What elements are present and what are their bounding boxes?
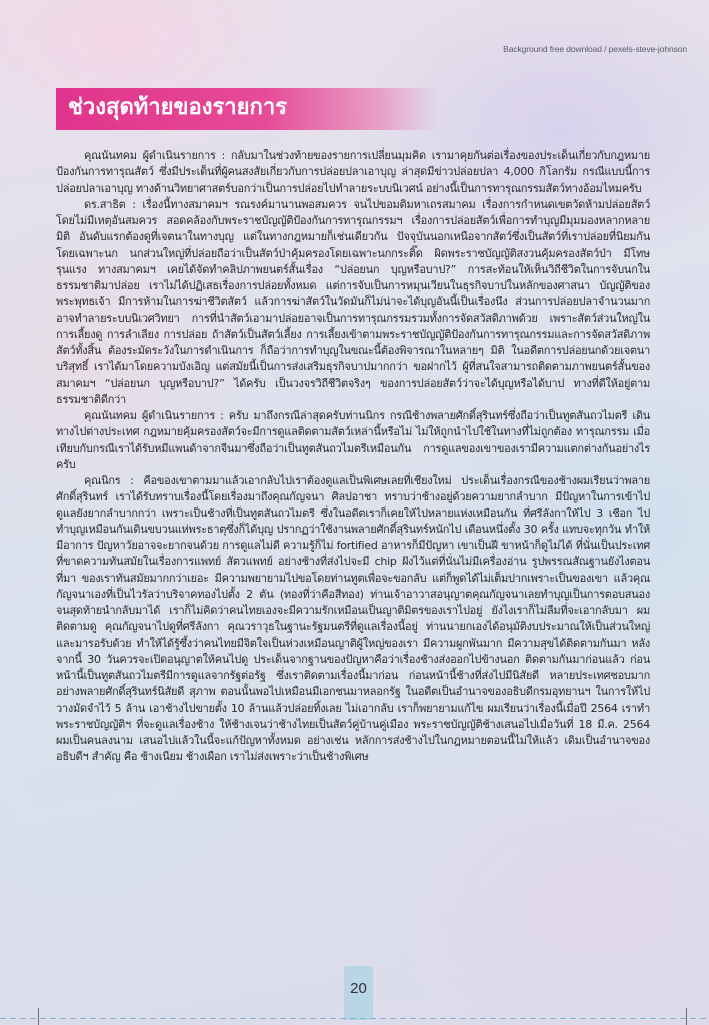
article-body	[56, 148, 650, 766]
page-number-tab	[344, 966, 373, 1020]
section-title: ช่วงสุดท้ายของรายการ	[68, 95, 288, 120]
crop-mark-left	[38, 1008, 39, 1025]
paragraph: ดร.สาธิต : เรื่องนี้ทางสมาคมฯ รณรงค์มานานพอสมควร จนไปขอมติมหาเถรสมาคม เรื่องการกำหนดเขตวัดห้ามปล่อยสัตว์โดยไม่มีเหตุอันสมควร สอดคล้องกับพระราชบัญญัติป้องกันการทารุณกรรมฯ เรื่องการปล่อยสัตว์เพื่อการทำบุญมีมุมมองหลากหลายมิติ อันดับแรกต้องดูที่เจตนาในทางบุญ แต่ในทางกฎหมายก็เช่นเดียวกัน ปัจจุบันนอกเหนือจากสัตว์ซึ่งเป็นสัตว์ที่เราปล่อยที่นิยมกันโดยเฉพาะนก นกส่วนใหญ่ที่ปล่อยถือว่าเป็นสัตว์ป่าคุ้มครองโดยเฉพาะนกกระติ๊ด ผิดพระราชบัญญัติสงวนคุ้มครองสัตว์ป่า มีโทษรุนแรง ทางสมาคมฯ เคยได้จัดทำคลิปภาพยนตร์สั้นเรื่อง “ปล่อยนก บุญหรือบาป?” การสะท้อนให้เห็นวิถีชีวิตในการจับนกในธรรมชาติมาปล่อย เราไม่ได้ปฏิเสธเรื่องการปล่อยทั้งหมด แต่การจับเป็นการหมุนเวียนในธุรกิจบาปในหลักของศาสนา บัญญัติของพระพุทธเจ้า มีการห้ามในการฆ่าชีวิตสัตว์ แล้วการฆ่าสัตว์ในวัดมันก็ไม่น่าจะได้บุญอันนี้เป็นเรื่องนึง ส่วนการปล่อยปลาจำนวนมากอาจทำลายระบบนิเวศวิทยา การที่นำสัตว์เอามาปล่อยอาจเป็นการทารุณกรรมรวมทั้งการจัดสวัสดิภาพด้วย เพราะสัตว์ส่วนใหญ่ในการเลี้ยงดู การลำเลียง การปล่อย ถ้าสัตว์เป็นสัตว์เลี้ยง การเลี้ยงเข้าตามพระราชบัญญัติป้องกันการทารุณกรรมและการจัดสวัสดิภาพสัตว์ทั้งสิ้น ต้องระมัดระวังในการดำเนินการ ก็ถือว่าการทำบุญในขณะนี้ต้องพิจารณาในหลายๆ มิติ ในอดีตการปล่อยนกด้วยเจตนาบริสุทธิ์ เราได้มาโดยความบังเอิญ แต่สมัยนี้เป็นการส่งเสริมธุรกิจบาปมากกว่า ขอฝากไว้ ผู้ที่สนใจสามารถติดตามภาพยนตร์สั้นของสมาคมฯ “ปล่อยนก บุญหรือบาป?” ได้ครับ เป็นวงจรวิถีชีวิตจริงๆ ของการปล่อยสัตว์ว่าจะได้บุญหรือได้บาป ทางที่ดีให้อยู่ตามธรรมชาติดีกว่า	[56, 197, 650, 406]
paragraph: คุณนิกร : คือของเขาตามมาแล้วเอากลับไปเราต้องดูแลเป็นพิเศษเลยที่เชียงใหม่ ประเด็นเรื่องกรณีของช้างผมเรียนว่าพลายศักดิ์สุรินทร์ เราได้รับทราบเรื่องนี้โดยเรื่องมาถึงคุณกัญจนา ศิลปอาชา ทราบว่าช้างอยู่ด้วยความยากลำบาก มีปัญหาในการเข้าไปดูแลยังยากลำบากกว่า เพราะเป็นช้างที่เป็นทูตสันถวไมตรี ซึ่งในอดีตเราก็เคยให้ไปหลายแห่งเหมือนกัน ที่ศรีลังกาให้ไป 3 เชือก ไปทำบุญเหมือนกันเดินขบวนแห่พระธาตุซึ่งก็ได้บุญ ปรากฏว่าใช้งานพลายศักดิ์สุรินทร์หนักไป เดือนหนึ่งตั้ง 30 ครั้ง แทบจะทุกวัน ทำให้มีอาการ ปัญหาวัยอาจจะยากจนด้วย การดูแลไม่ดี ความรู้ก็ไม่ fortified อาหารก็มีปัญหา เขาเป็นฝี ขาหน้าก็ดูไม่ได้ ที่นั่นเป็นประเทศที่ขาดความทันสมัยในเรื่องการแพทย์ สัตวแพทย์ อย่างช้างที่ส่งไปจะมี chip ฝังไว้แต่ที่นั่นไม่มีเครื่องอ่าน รูปพรรณสัณฐานยังไงตอนที่มา ของเราทันสมัยมากกว่าเยอะ มีความพยายามไปขอโดยท่านทูตเพื่อจะขอกลับ แต่ก็พูดได้ไม่เต็มปากเพราะเป็นของเขา แล้วคุณกัญจนาเองที่เป็นไวรัลว่าบริจาคทองไปตั้ง 2 ตัน (ทองที่ว่าคือสีทอง) ท่านเจ้าอาวาสอนุญาตคุณกัญจนาเลยทำบุญเป็นการตอบสนอง จนสุดท้ายนำกลับมาได้ เราก็ไม่คิดว่าคนไทยเองจะมีความรักเหมือนเป็นญาติมิตรของเราไปอยู่ ยังไงเราก็ไม่ลืมที่จะเอากลับมา ผมติดตามดู คุณกัญจนาไปดูที่ศรีลังกา คุณวราวุธในฐานะรัฐมนตรีที่ดูแลเรื่องนี้อยู่ ท่านนายกเองได้อนุมัติงบประมาณให้เป็นส่วนใหญ่และมารอรับด้วย ทำให้ได้รู้ซึ้งว่าคนไทยมีจิตใจเป็นห่วงเหมือนญาติผู้ใหญ่ของเรา มีความผูกพันมาก มีความสุขได้ติดตามกันมา หลังจากนี้ 30 วันควรจะเปิดอนุญาตให้คนไปดู ประเด็นจากฐานของปัญหาคือว่าเรื่องช้างส่งออกไปข้างนอก ติดตามกันมาก่อนแล้ว ก่อนหน้านี้เป็นทูตสันถวไมตรีมีการดูแลจากรัฐต่อรัฐ ซึ่งเราติดตามเรื่องนี้มาก่อน ก่อนหน้านี้ช้างที่ส่งไปมีนิสัยดี หลายประเทศชอบมากอย่างพลายศักดิ์สุรินทร์นิสัยดี สุภาพ ตอนนั้นพอไปเหมือนมีเอกชนมาหลอกรัฐ ในอดีตเป็นอำนาจของอธิบดีกรมอุทยานฯ ในการให้ไป วางมัดจำไว้ 5 ล้าน เอาช้างไปขายตั้ง 10 ล้านแล้วปล่อยทิ้งเลย ไม่เอากลับ เราก็พยายามแก้ไข ผมเรียนว่าเรื่องนี้เมื่อปี 2564 เราทำพระราชบัญญัติฯ ที่จะดูแลเรื่องช้าง ให้ช้างเจนว่าช้างไทยเป็นสัตว์คู่บ้านคู่เมือง พระราชบัญญัติช้างเสนอไปเมื่อวันที่ 18 มี.ค. 2564 ผมเป็นคนลงนาม เสนอไปแล้วในนี้จะแก้ปัญหาทั้งหมด อย่างเช่น หลักการส่งช้างไปในกฎหมายตอนนี้ไม่ให้แล้ว เดิมเป็นอำนาจของอธิบดีฯ สำคัญ คือ ช้างเนียม ช้างเผือก เราไม่ส่งเพราะว่าเป็นช้างพิเศษ	[56, 474, 650, 764]
paragraph: คุณนันทคม ผู้ดำเนินรายการ : กลับมาในช่วงท้ายของรายการเปลี่ยนมุมคิด เรามาคุยกันต่อเรื่องของประเด็นเกี่ยวกับกฎหมายป้องกันการทารุณสัตว์ ซึ่งมีประเด็นที่ผู้คนสงสัยเกี่ยวกับการปล่อยปลาเอาบุญ ล่าสุดมีข่าวปล่อยปลา 4,000 กิโลกรัม กรณีแบบนี้การปล่อยปลาเอาบุญ ทางด้านวิทยาศาสตร์บอกว่าเป็นการปล่อยไปทำลายระบบนิเวศน์ อย่างนี้เป็นการทารุณกรรมสัตว์ทางอ้อมไหมครับ	[56, 149, 650, 195]
paragraph: คุณนันทคม ผู้ดำเนินรายการ : ครับ มาถึงกรณีล่าสุดครับท่านนิกร กรณีช้างพลายศักดิ์สุรินทร์ซึ่งถือว่าเป็นทูตสันถวไมตรี เดินทางไปต่างประเทศ กฎหมายคุ้มครองสัตว์จะมีการดูแลติดตามสัตว์เหล่านี้หรือไม่ ไม่ให้ถูกนำไปใช้ในทางที่ไม่ถูกต้อง ทารุณกรรม เมื่อเทียบกับกรณีเราได้รับหมีแพนด้าจากจีนมาซึ่งถือว่าเป็นทูตสันถวไมตรีเหมือนกัน การดูแลของเขาของเรามีความแตกต่างกันอย่างไรครับ	[56, 409, 650, 471]
footer-divider	[0, 1018, 709, 1019]
crop-mark-right	[686, 1008, 687, 1025]
background-credit: Background free download / pexels-steve-johnson	[503, 44, 687, 54]
section-title-bar	[56, 88, 438, 130]
page-number: 20	[350, 980, 367, 997]
